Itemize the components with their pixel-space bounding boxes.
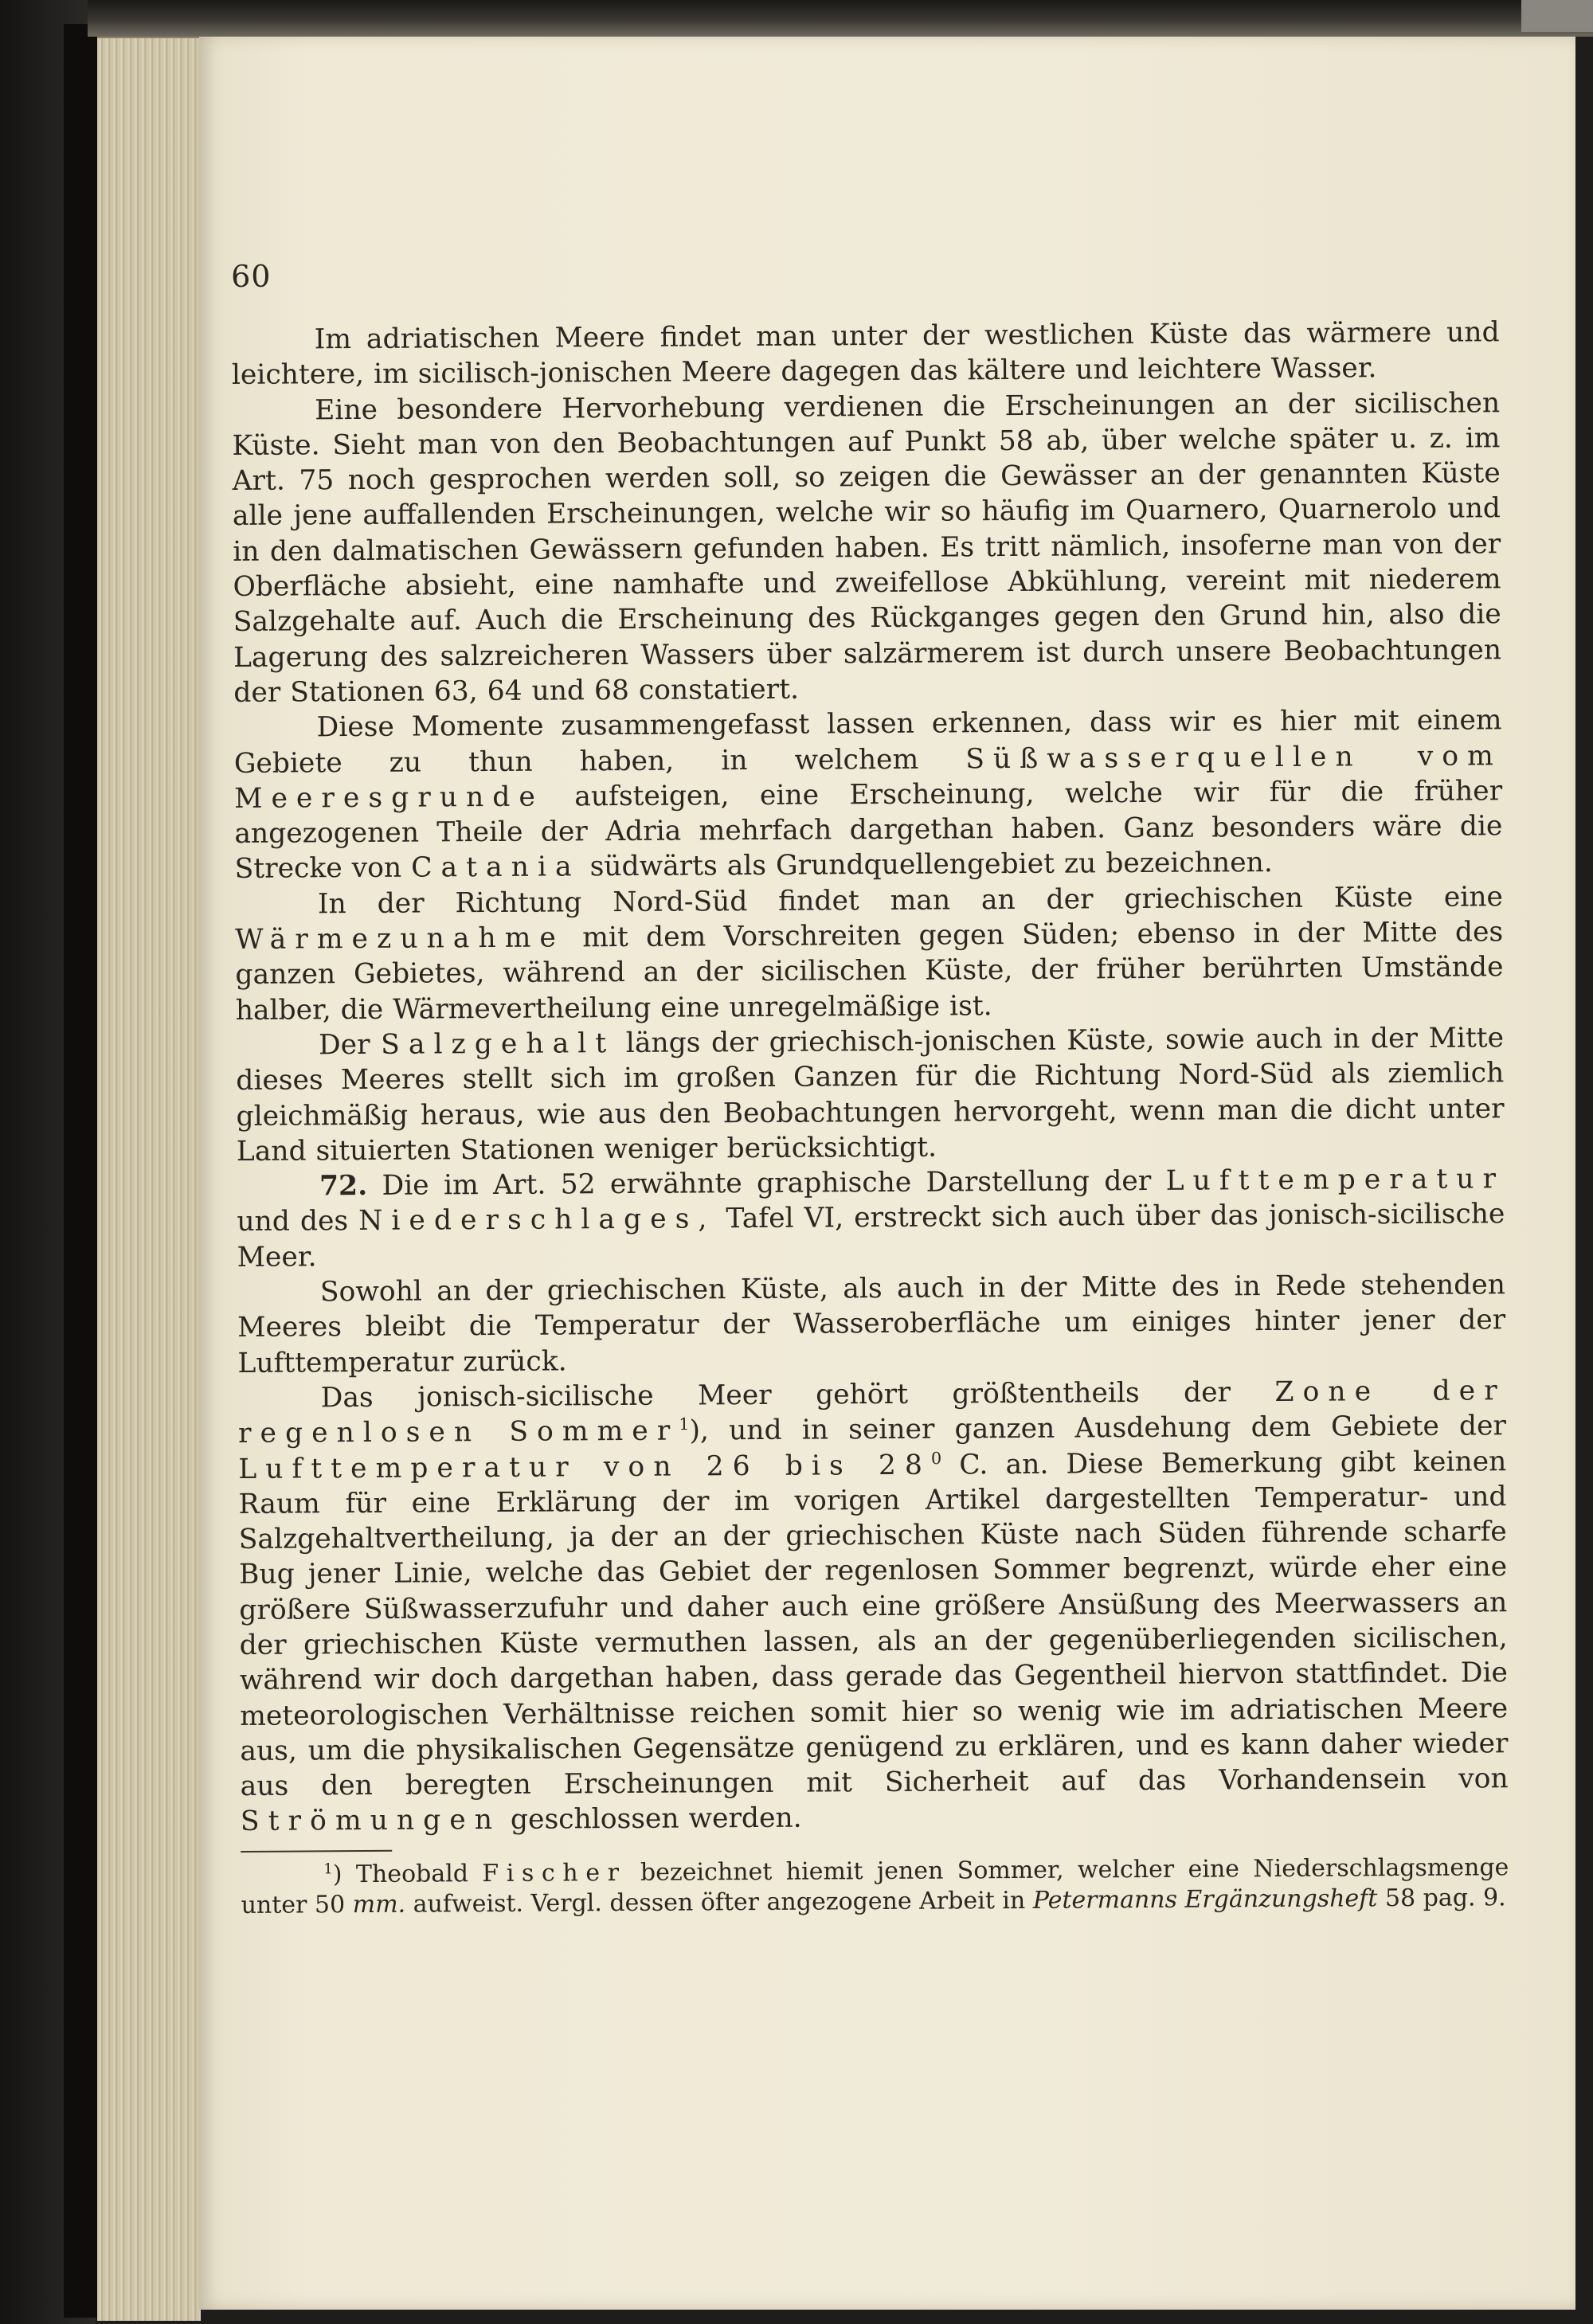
footnote-divider [241,1850,392,1853]
spaced-emphasis: Salzgehalt [381,1027,616,1061]
spaced-emphasis: Süßwasserquellen vom Meeresgrunde [234,739,1502,815]
spaced-emphasis: Strömungen [240,1804,502,1838]
paragraph-2: Eine besondere Hervorhebung verdienen die Erscheinungen an der sicilischen Küste. Sieht man von den Beobachtungen auf Punkt 58 ab, über welche später u. z. im Art. 75 noch gesprochen werden soll, so zeigen die Gewässer an der genannten Küste alle jene auffallenden Erscheinungen, welche wir so häufig im Quarnero, Quarnerolo und in den dalmatischen Gewässern gefunden haben. Es tritt nämlich, insoferne man von der Oberfläche absieht, eine namhafte und zweifellose Abkühlung, vereint mit niederem Salzgehalte auf. Auch die Erscheinung des Rückganges gegen den Grund hin, also die Lagerung des salzreicheren Wassers über salzärmerem ist durch unsere Beobachtungen der Stationen 63, 64 und 68 constatiert. [232,386,1502,709]
page-text [231,251,1509,1920]
footnote-number: 1 [323,1860,333,1878]
paragraph-6 [237,1161,1505,1275]
article-number: 72. [319,1170,368,1203]
degree-marker: 0 [930,1448,942,1468]
spaced-emphasis: Fischer [482,1858,627,1888]
text-run: C. an. Diese Bemerkung gibt keinen Raum für eine Erklärung der im vorigen Artikel dargestellten Temperatur- und Salzgehaltvertheilung, ja der an der griechischen Küste nach Süden führende scharfe Bug jener Linie, welche das Gebiet der regenlosen Sommer begrenzt, würde eher eine größere Süßwasserzufuhr und daher auch eine größere Ansüßung des Meerwassers an der griechischen Küste vermuthen lassen, als an der gegenüberliegenden sicilischen, während wir doch dargethan haben, dass gerade das Gegentheil hiervon stattfindet. Die meteorologischen Verhältnisse reichen somit hier so wenig wie im adriatischen Meere aus, um die physikalischen Gegensätze genügend zu erklären, und es kann daher wieder aus den beregten Erscheinungen mit Sicherheit auf das Vorhandensein von [238,1445,1509,1803]
footnote [241,1853,1509,1921]
text-run: Die im Art. 52 erwähnte graphische Darstellung der [382,1165,1152,1202]
unit-text: mm. [352,1890,406,1919]
text-run: In der Richtung Nord-Süd findet man an der griechischen Küste eine [317,881,1504,921]
text-run: mit dem Vorschreiten gegen Süden; ebenso in der Mitte des ganzen Gebietes, während an der sicilischen Küste, der früher berührten Umstände halber, die Wärmevertheilung eine unregelmäßige ist. [235,916,1504,1027]
text-run: geschlossen werden. [510,1802,802,1837]
text-run: aufweist. Vergl. dessen öfter angezogene Arbeit in [413,1886,1026,1919]
text-run: ) Theobald [332,1859,469,1889]
spaced-emphasis: Lufttemperatur [1165,1163,1505,1197]
text-run: Das jonisch-sicilische Meer gehört größtentheils der [320,1376,1231,1414]
text-run: Der [318,1028,370,1062]
paragraph-1: Im adriatischen Meere findet man unter der westlichen Küste das wärmere und leichtere, im sicilisch-jonischen Meere dagegen das kältere und leichtere Wasser. [231,316,1500,392]
reference-title: Petermanns Ergänzungsheft [1032,1884,1378,1915]
text-run: und des [237,1205,349,1238]
page-number: 60 [231,258,272,294]
text-run: südwärts als Grundquellengebiet zu bezeichnen. [589,847,1273,883]
paragraph-5 [236,1020,1505,1169]
text-run: längs der griechisch-jonischen Küste, sowie auch in der Mitte dieses Meeres stellt sich im großen Ganzen für die Richtung Nord-Süd als ziemlich gleichmäßig heraus, wie aus den Beobachtungen hervorgeht, wenn man die dicht unter Land situierten Stationen weniger berücksichtigt. [236,1022,1505,1168]
spaced-emphasis: Niederschlages, [358,1203,716,1238]
book-top-edge [88,0,1593,37]
scan-corner [1521,0,1593,32]
text-run: 58 pag. 9. [1384,1884,1506,1912]
paragraph-3 [233,703,1502,887]
text-run: bezeichnet hiemit jenen Sommer, welcher eine Niederschlagsmenge unter 50 [241,1853,1509,1919]
page-edges [97,33,201,2321]
text-run: ), und in seiner ganzen Ausdehung dem Gebiete der [689,1410,1507,1447]
spaced-emphasis: Lufttemperatur von 26 bis 28 [238,1449,932,1485]
paragraph-7: Sowohl an der griechischen Küste, als auch in der Mitte des in Rede stehenden Meeres bleibt die Temperatur der Wasseroberfläche um einiges hinter jener der Lufttemperatur zurück. [237,1269,1506,1379]
paragraph-8 [238,1373,1509,1840]
spaced-emphasis: Catania [411,851,581,885]
footnote-marker: 1 [679,1414,690,1434]
book-spine-band [64,24,102,2318]
paragraph-4 [235,879,1504,1028]
text-run: Diese Momente zusammengefasst lassen erkennen, dass wir es hier mit einem Gebiete zu thun haben, in welchem [233,704,1502,780]
spaced-emphasis: Zone der regenlosen Sommer [237,1375,1506,1450]
spaced-emphasis: Wärmezunahme [235,921,566,957]
text-run: Tafel VI, erstreckt sich auch über das jonisch-sicilische Meer. [237,1198,1505,1274]
text-run: aufsteigen, eine Erscheinung, welche wir für die früher angezogenen Theile der Adria mehrfach dargethan haben. Ganz besonders wäre die Strecke von [234,775,1503,886]
